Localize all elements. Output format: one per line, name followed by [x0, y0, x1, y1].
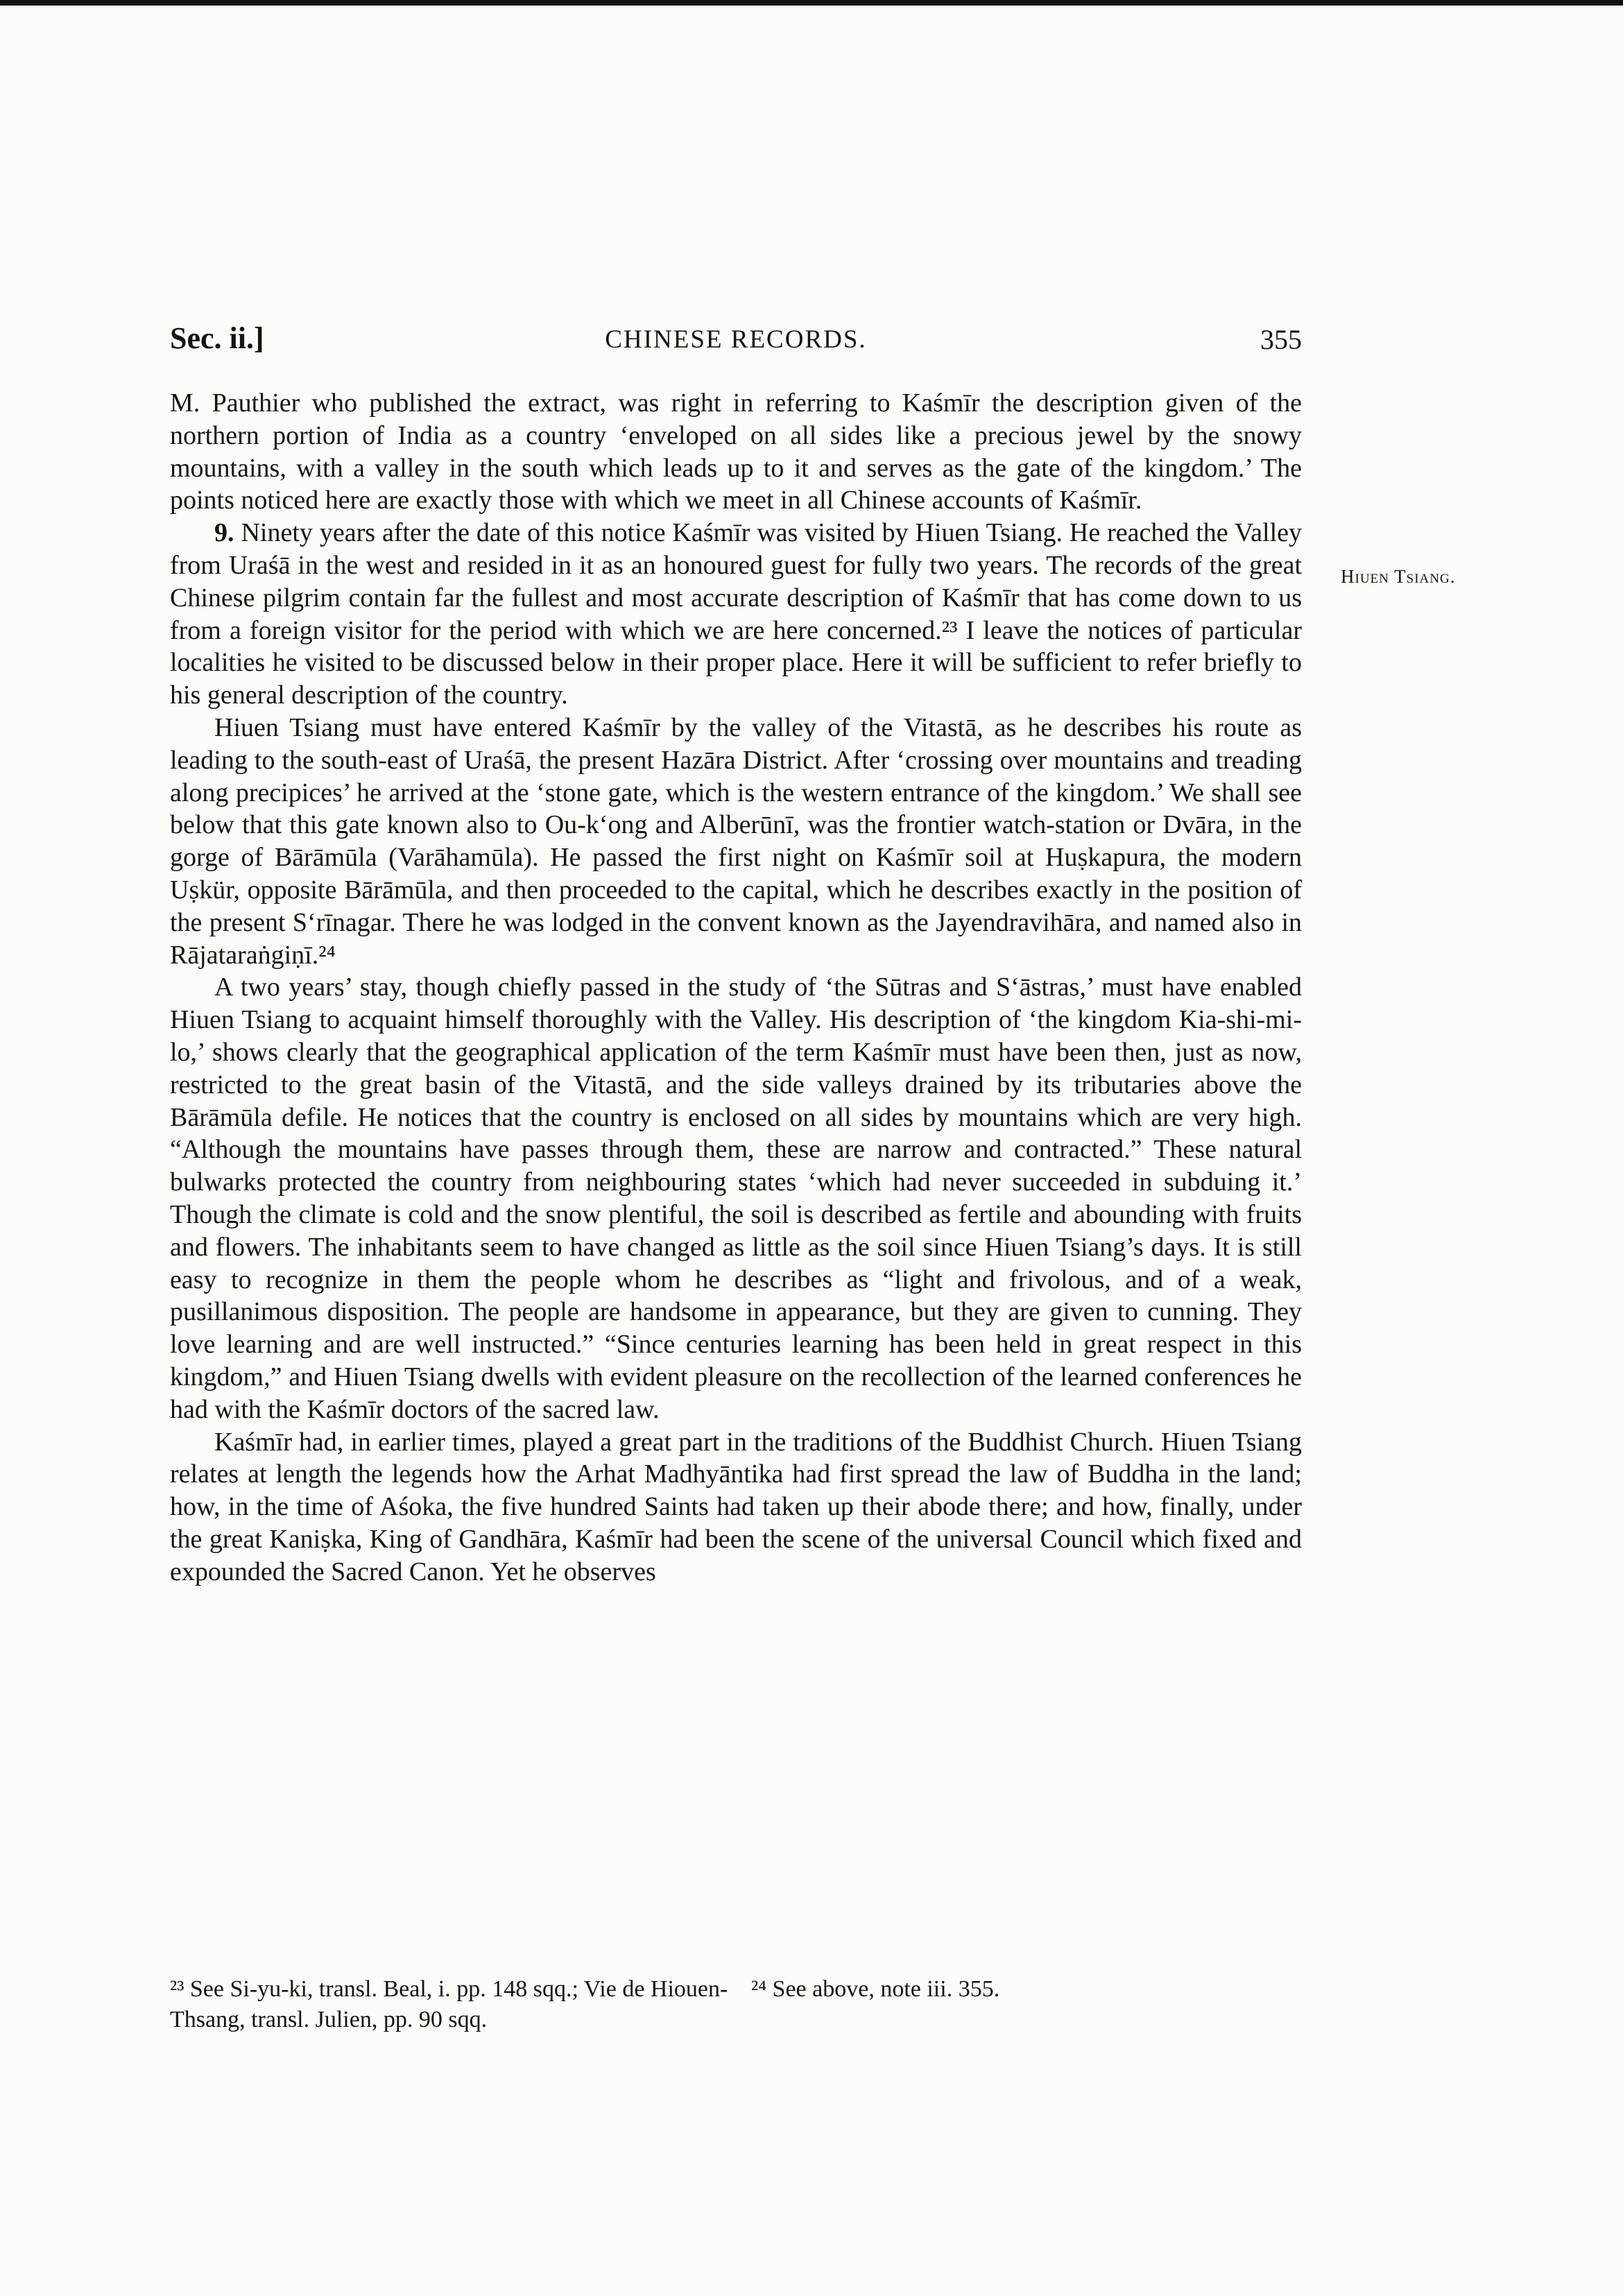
- page-top-border: [0, 0, 1623, 6]
- section-label: Sec. ii.]: [170, 321, 264, 355]
- footnote-23: ²³ See Si-yu-ki, transl. Beal, i. pp. 148 sqq.; Vie de Hiouen-Thsang, transl. Julien, pp. 90 sqq.: [170, 1976, 728, 2032]
- paragraph-3: Hiuen Tsiang must have entered Kaśmīr by the valley of the Vitastā, as he describes his route as leading to the south-east of Uraśā, the present Hazāra District. After ‘crossing over mountains and treading along precipices’ he arrived at the ‘stone gate, which is the western entrance of the kingdom.’ We shall see below that this gate known also to Ou-k‘ong and Alberūnī, was the frontier watch-station or Dvāra, in the gorge of Bārāmūla (Varāhamūla). He passed the first night on Kaśmīr soil at Huṣkapura, the modern Uṣkür, opposite Bārāmūla, and then proceeded to the capital, which he describes exactly in the position of the present S‘rīnagar. There he was lodged in the convent known as the Jayendravihāra, and named also in Rājataraṅgiṇī.²⁴: [170, 712, 1302, 970]
- running-header: [170, 320, 1302, 362]
- paragraph-1: M. Pauthier who published the extract, was right in referring to Kaśmīr the description given of the northern portion of India as a country ‘enveloped on all sides like a precious jewel by the snowy mountains, with a valley in the south which leads up to it and serves as the gate of the kingdom.’ The points noticed here are exactly those with which we meet in all Chinese accounts of Kaśmīr.: [170, 388, 1302, 515]
- paragraph-2: [170, 517, 1302, 712]
- paragraph-2-text: Ninety years after the date of this notice Kaśmīr was visited by Hiuen Tsiang. He reached the Valley from Uraśā in the west and resided in it as an honoured guest for fully two years. The records of the great Chinese pilgrim contain far the fullest and most accurate description of Kaśmīr that has come down to us from a foreign visitor for the period with which we are here concerned.²³ I leave the notices of particular localities he visited to be discussed below in their proper place. Here it will be sufficient to refer briefly to his general description of the country.: [170, 518, 1303, 710]
- footnote-24: ²⁴ See above, note iii. 355.: [751, 1976, 1000, 2002]
- running-title: CHINESE RECORDS.: [605, 325, 867, 354]
- paragraph-5: Kaśmīr had, in earlier times, played a great part in the traditions of the Buddhist Church. Hiuen Tsiang relates at length the legends how the Arhat Madhyāntika had first spread the law of Buddha in the land; how, in the time of Aśoka, the five hundred Saints had taken up their abode there; and how, finally, under the great Kaniṣka, King of Gandhāra, Kaśmīr had been the scene of the universal Council which fixed and expounded the Sacred Canon. Yet he observes: [170, 1427, 1302, 1586]
- section-number: 9.: [214, 518, 234, 548]
- main-text: [170, 387, 1302, 1588]
- page-number: 355: [1260, 324, 1302, 355]
- margin-note: Hiuen Tsiang.: [1341, 566, 1456, 587]
- paragraph-4: A two years’ stay, though chiefly passed in the study of ‘the Sūtras and S‘āstras,’ must have enabled Hiuen Tsiang to acquaint himself thoroughly with the Valley. His description of ‘the kingdom Kia-shi-mi-lo,’ shows clearly that the geographical application of the term Kaśmīr must have been then, just as now, restricted to the great basin of the Vitastā, and the side valleys drained by its tributaries above the Bārāmūla defile. He notices that the country is enclosed on all sides by mountains which are very high. “Although the mountains have passes through them, these are narrow and contracted.” These natural bulwarks protected the country from neighbouring states ‘which had never succeeded in subduing it.’ Though the climate is cold and the snow plentiful, the soil is described as fertile and abounding with fruits and flowers. The inhabitants seem to have changed as little as the soil since Hiuen Tsiang’s days. It is still easy to recognize in them the people whom he describes as “light and frivolous, and of a weak, pusillanimous disposition. The people are handsome in appearance, but they are given to cunning. They love learning and are well instructed.” “Since centuries learning has been held in great respect in this kingdom,” and Hiuen Tsiang dwells with evident pleasure on the recollection of the learned conferences he had with the Kaśmīr doctors of the sacred law.: [170, 973, 1302, 1424]
